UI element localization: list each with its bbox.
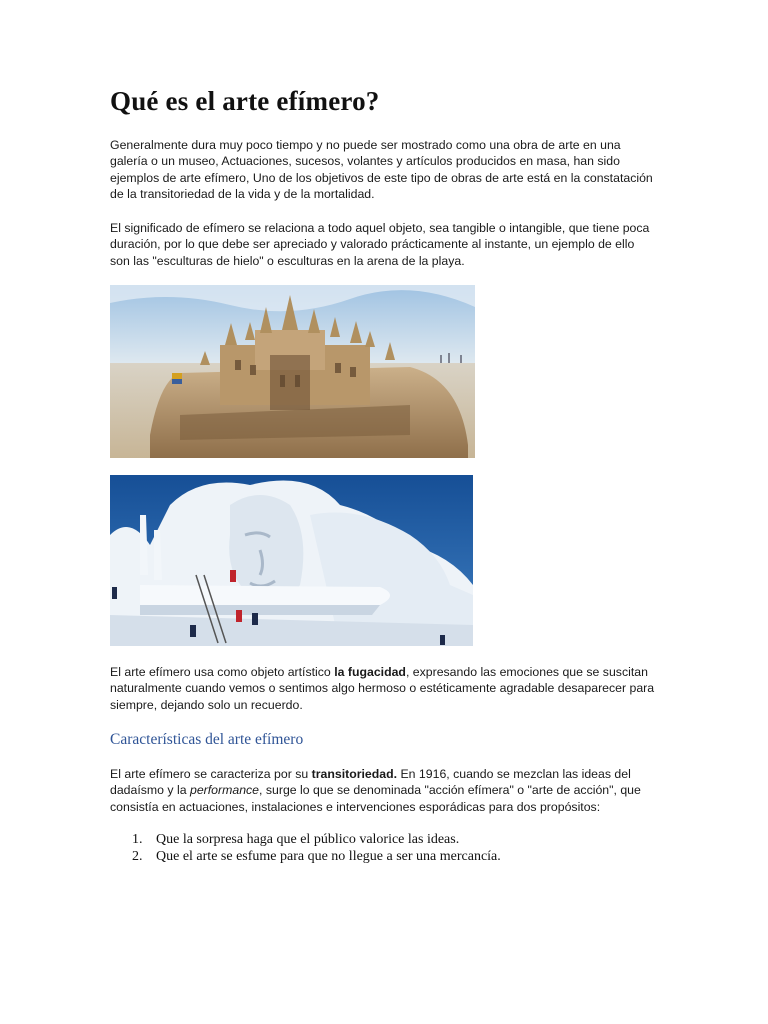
paragraph4-text: El arte efímero se caracteriza por su (110, 767, 312, 781)
paragraph4-text-end: , surge lo que se denominada "acción efímera" o "arte de acción", que consistía en actuaciones, instalaciones e intervenciones esporádicas para dos propósitos: (110, 783, 641, 814)
definition-paragraph: El significado de efímero se relaciona a todo aquel objeto, sea tangible o intangible, que tiene poca duración, por lo que debe ser apreciado y valorado prácticamente al instante, un ejemplo de ello son las "esculturas de hielo" o esculturas en la arena de la playa. (110, 221, 650, 268)
fugacity-paragraph (110, 664, 655, 713)
paragraph3-text: El arte efímero usa como objeto artístico (110, 665, 335, 679)
characteristics-paragraph (110, 766, 655, 815)
list-item (110, 849, 501, 866)
paragraph4-text-middle: En 1916, cuando se mezclan las ideas del dadaísmo y la (110, 767, 631, 798)
purposes-list (110, 832, 501, 866)
section-heading: Características del arte efímero (110, 731, 304, 748)
list-item-number: 1. (132, 832, 143, 847)
ice-sculpture-photo (110, 475, 473, 646)
paragraph3-bold: la fugacidad (334, 665, 406, 679)
paragraph4-bold: transitoriedad. (311, 767, 398, 781)
list-item-text: Que la sorpresa haga que el público valorice las ideas. (156, 832, 460, 847)
list-item (110, 832, 501, 849)
list-item-text: Que el arte se esfume para que no llegue a ser una mercancía. (156, 848, 501, 864)
sand-castle-photo (110, 285, 475, 458)
intro-paragraph: Generalmente dura muy poco tiempo y no puede ser mostrado como una obra de arte en una galería o un museo, Actuaciones, sucesos, volantes y artículos producidos en masa, han sido ejemplos de arte efímero, Uno de los objetivos de este tipo de obras de arte está en la constatación de la transitoriedad de la vida y de la mortalidad. (110, 138, 653, 202)
page-title: Qué es el arte efímero? (110, 86, 380, 116)
paragraph4-italic: performance (189, 783, 260, 798)
list-item-number: 2. (132, 848, 143, 864)
paragraph3-text-end: , expresando las emociones que se suscitan naturalmente cuando vemos o sentimos algo hermoso o estéticamente agradable desaparecer para siempre, dejando solo un recuerdo. (110, 665, 655, 712)
